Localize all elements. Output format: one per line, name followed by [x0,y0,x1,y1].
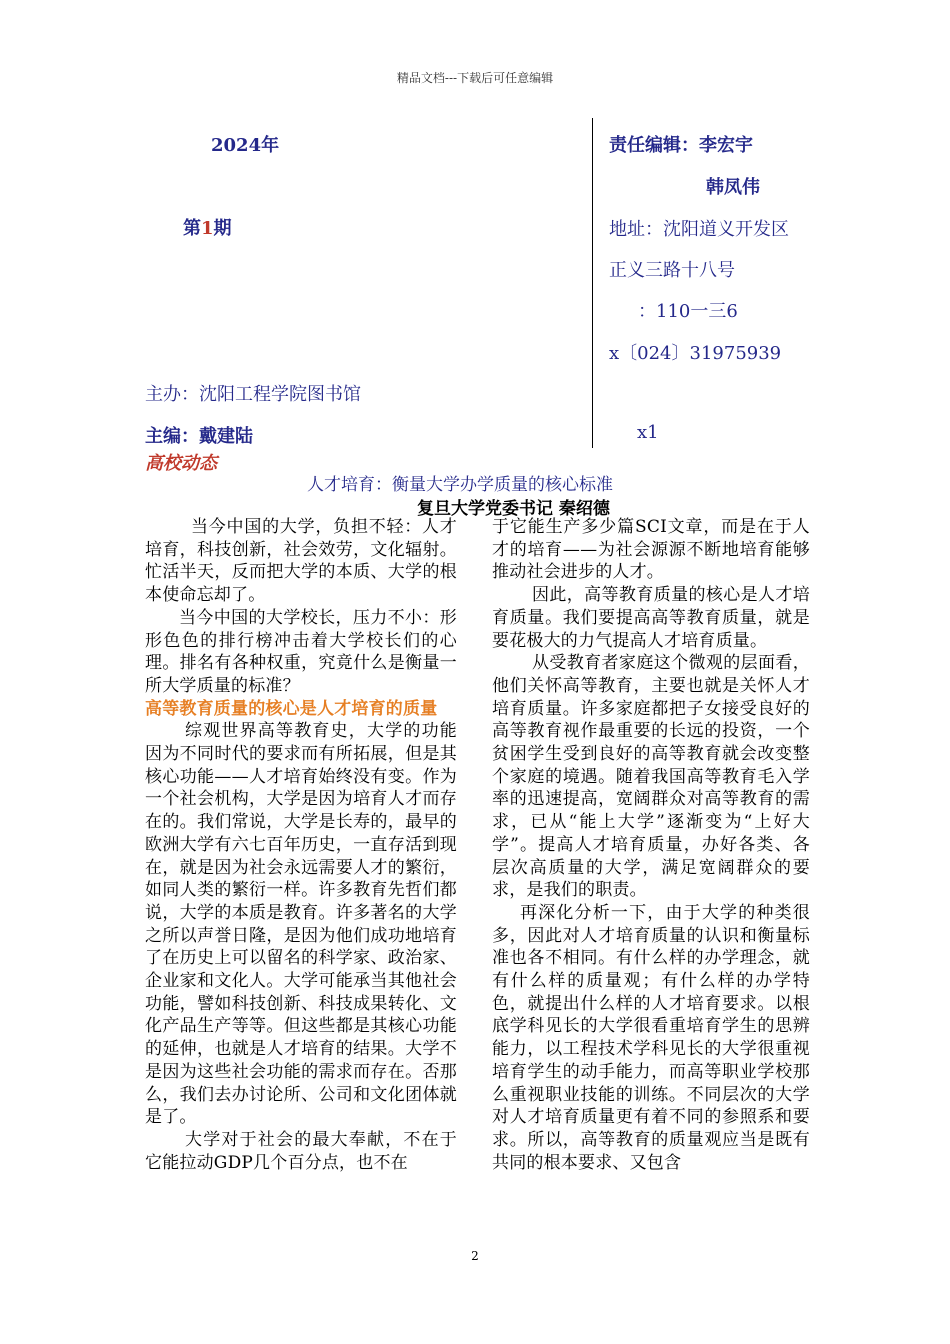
paragraph: 当今中国的大学，负担不轻：人才培育，科技创新，社会效劳，文化辐射。忙活半天，反而把大学的本质、大学的根本使命忘却了。 [145,517,457,606]
organizer: 主办：沈阳工程学院图书馆 [145,384,361,405]
issue-number-value: 1 [201,218,214,239]
article-right-column [492,516,810,1174]
responsible-editor-2: 韩凤伟 [706,177,760,198]
address-line-2: 正义三路十八号 [609,260,735,281]
page-header-watermark: 精品文档---下载后可任意编辑 [396,71,554,85]
issue-year: 2024年 [211,135,280,156]
paragraph: 综观世界高等教育史，大学的功能因为不同时代的要求而有所拓展，但是其核心功能——人才培育始终没有变。作为一个社会机构，大学是因为培育人才而存在的。我们常说，大学是长寿的，最早的欧洲大学有六七百年历史，一直存活到现在，就是因为社会永远需要人才的繁衍，如同人类的繁衍一样。许多教育先哲们都说，大学的本质是教育。许多著名的大学之所以声誉日隆，是因为他们成功地培育了在历史上可以留名的科学家、政治家、企业家和文化人。大学可能承当其他社会功能，譬如科技创新、科技成果转化、文化产品生产等等。但这些都是其核心功能的延伸，也就是人才培育的结果。大学不是因为这些社会功能的需求而存在。否那么，我们去办讨论所、公司和文化团体就是了。 [145,721,457,1128]
issue-number [183,214,232,240]
article-title: 人才培育：衡量大学办学质量的核心标准 [307,475,613,495]
section-tag: 高校动态 [145,453,217,474]
section-subheading: 高等教育质量的核心是人才培育的质量 [145,698,438,719]
paragraph: 因此，高等教育质量的核心是人才培育质量。我们要提高高等教育质量，就是要花极大的力气提高人才培育质量。 [492,585,810,651]
paragraph: 当今中国的大学校长，压力不小：形形色色的排行榜冲击着大学校长们的心理。排名有各种权重，究竟什么是衡量一所大学质量的标准？ [145,607,457,696]
postcode: ：110一三6 [638,301,738,322]
paragraph: 于它能生产多少篇SCI文章，而是在于人才的培育——为社会源源不断地培育能够推动社会进步的人才。 [492,517,810,583]
paragraph: 大学对于社会的最大奉献，不在于它能拉动GDP几个百分点，也不在 [145,1129,457,1173]
masthead-divider [592,118,593,448]
responsible-editors: 责任编辑：李宏宇 [609,135,753,156]
phone: x〔024〕31975939 [609,343,782,364]
chief-editor: 主编：戴建陆 [145,426,253,447]
issue-suffix: 期 [213,218,232,239]
page-number: 2 [471,1249,479,1263]
paragraph: 再深化分析一下，由于大学的种类很多，因此对人才培育质量的认识和衡量标准也各不相同。有什么样的办学理念，就有什么样的质量观；有什么样的办学特色，就提出什么样的人才培育要求。以根底学科见长的大学很看重培育学生的思辨能力，以工程技术学科见长的大学很重视培育学生的动手能力，而高等职业学校那么重视职业技能的训练。不同层次的大学对人才培育质量更有着不同的参照系和要求。所以，高等教育的质量观应当是既有共同的根本要求、又包含 [492,902,810,1173]
extra-line: x1 [637,422,659,443]
article-byline: 复旦大学党委书记 秦绍德 [417,499,610,519]
issue-prefix: 第 [183,218,201,239]
article-left-column [145,516,457,1174]
address-line-1: 地址：沈阳道义开发区 [609,219,789,240]
paragraph: 从受教育者家庭这个微观的层面看，他们关怀高等教育，主要也就是关怀人才培育质量。许多家庭都把子女接受良好的高等教育视作最重要的长远的投资，一个贫困学生受到良好的高等教育就会改变整个家庭的境遇。随着我国高等教育毛入学率的迅速提高，宽阔群众对高等教育的需求，已从“能上大学”逐渐变为“上好大学”。提高人才培育质量，办好各类、各层次高质量的大学，满足宽阔群众的要求，是我们的职责。 [492,653,810,901]
